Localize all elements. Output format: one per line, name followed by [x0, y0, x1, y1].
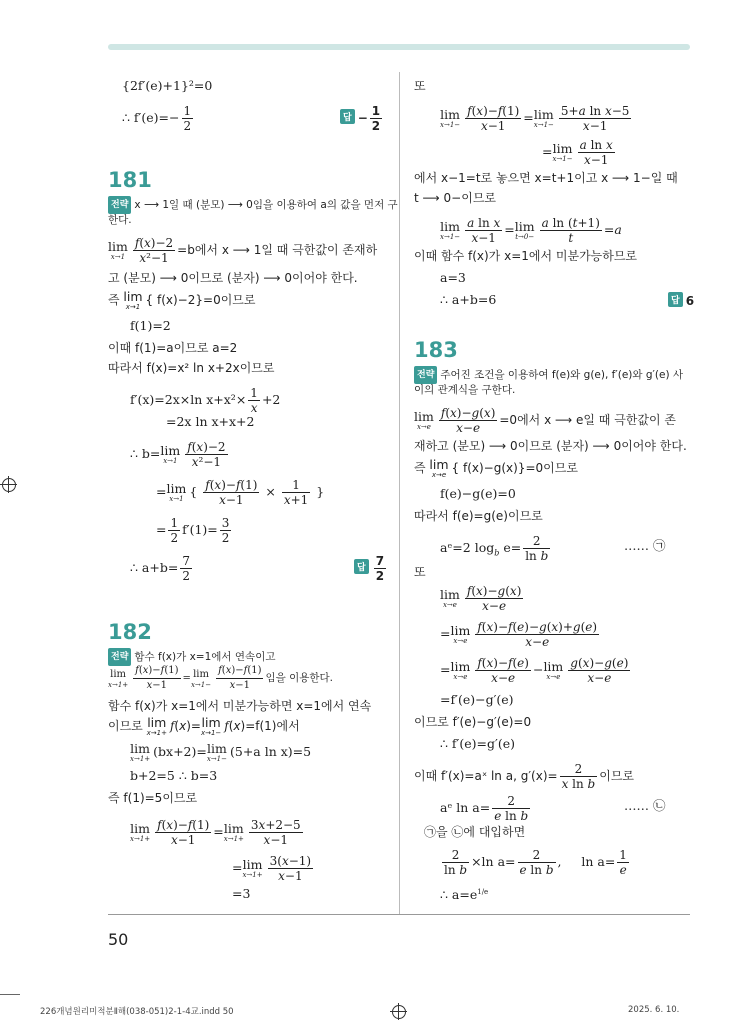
t: ∴ a=e	[440, 887, 478, 903]
t: +2	[261, 392, 281, 407]
frac: $\frac{\text{a ln x}}{x-1}$	[467, 216, 501, 245]
den: 2	[375, 569, 385, 583]
frac: $\frac{1}{x}$	[250, 386, 258, 415]
p181-line9	[130, 440, 230, 469]
lim: lim x→1+	[223, 821, 244, 843]
frac: $\frac{2}{\text{e ln b}}$	[519, 848, 554, 877]
lim: lim x→1−	[190, 669, 212, 689]
p183-line13	[414, 762, 634, 791]
strategy-tag: 전략	[414, 366, 437, 384]
frac	[182, 104, 194, 133]
p181-line2: 고 (분모) ⟶ 0이므로 (분자) ⟶ 0이어야 한다.	[108, 271, 358, 285]
p181-line3	[108, 290, 255, 311]
frac: $\frac{3}{2}$	[221, 516, 230, 545]
p181-line10: = lim x→1 { $\frac{f(x)-f(1)}{x-1}$ × $\frac{1}{x+1}$ }	[156, 478, 325, 507]
lim: lim x→1	[108, 239, 128, 261]
p181-line11	[156, 516, 233, 545]
p183-line14	[440, 794, 532, 823]
p181-strategy	[108, 196, 398, 214]
lim: lim x→e	[450, 659, 471, 681]
ans-val: 6	[685, 294, 695, 308]
frac: $\frac{1}{2}$	[170, 516, 179, 545]
frac: $\frac{\text{5+a ln x−5}}{x-1}$	[560, 104, 630, 133]
strategy-tag: 전략	[108, 196, 131, 214]
frac: $\frac{f(x)-f(1)}{x-1}$	[135, 665, 179, 691]
p180-line2	[122, 104, 195, 133]
p183-strategy2: 이의 관계식을 구한다.	[414, 384, 516, 396]
lim: lim x→e	[429, 457, 449, 479]
t: aᵉ ln a=	[440, 800, 491, 815]
bottom-rule	[108, 914, 690, 915]
p183-line1	[414, 406, 676, 435]
num: 1	[371, 104, 381, 118]
p181-line5: 이때 f(1)=a이므로 a=2	[108, 341, 238, 355]
t: 임을 이용한다.	[265, 672, 334, 684]
p182-line1: 함수 f(x)가 x=1에서 미분가능하면 x=1에서 연속	[108, 699, 372, 713]
frac: $\frac{\text{a ln x}}{x-1}$	[579, 138, 613, 167]
p180-line1: {2f′(e)+1}²=0	[122, 78, 213, 93]
registration-mark-icon	[2, 478, 16, 492]
p183-line12: ∴ f′(e)=g′(e)	[440, 736, 516, 751]
lim: lim x→1−	[440, 107, 461, 129]
p180-text: ∴ f′(e)=−	[122, 110, 180, 125]
t: e=	[503, 540, 522, 555]
t: =0에서 x ⟶ e일 때 극한값이 존	[499, 413, 676, 427]
lim: lim x→1	[123, 289, 143, 311]
frac: $\frac{g(x)-g(e)}{x-e}$	[570, 656, 629, 685]
frac	[180, 554, 192, 583]
p183-mark1: …… ㉠	[624, 538, 666, 553]
ans-sign: −	[357, 111, 368, 125]
answer-tag: 답	[340, 109, 355, 124]
t: 이므로	[108, 719, 143, 733]
lim: lim x→1−	[200, 715, 222, 737]
p182b-line6: 이때 함수 f(x)가 x=1에서 미분가능하므로	[414, 249, 638, 263]
frac: $\frac{f(x)-g(x)}{x-e}$	[466, 584, 522, 613]
frac: $\frac{f(x)-f(e)-g(x)+g(e)}{x-e}$	[477, 620, 598, 649]
p183-line11: 이므로 f′(e)−g′(e)=0	[414, 715, 532, 729]
t: (5+a ln x)=5	[230, 744, 312, 759]
page-number: 50	[108, 930, 129, 949]
ans-frac	[374, 554, 386, 583]
p181-line7	[130, 386, 280, 415]
frac: $\frac{3(x-1)}{x-1}$	[269, 854, 312, 883]
t: ∴ b=	[130, 446, 161, 461]
t: f′(x)=2x×ln x+x²×	[130, 392, 247, 407]
frac: $\frac{f(x)-f(1)}{x-1}$	[218, 665, 262, 691]
frac: $\frac{f(x)-f(1)}{x-1}$	[467, 104, 520, 133]
p181-line6: 따라서 f(x)=x² ln x+2x이므로	[108, 361, 275, 375]
text: =b에서 x ⟶ 1일 때 극한값이 존재하	[177, 243, 378, 257]
p182-line7: = lim x→1+ $\frac{3(x-1)}{x-1}$	[232, 854, 312, 883]
p181-answer	[354, 554, 388, 583]
strategy-text: x ⟶ 1일 때 (분모) ⟶ 0임을 이용하여 a의 값을 먼저 구	[134, 199, 398, 211]
t: { f(x)−2}=0이므로	[145, 293, 256, 307]
p180-answer	[340, 104, 384, 133]
p181-line4: f(1)=2	[130, 318, 171, 333]
p181-line1	[108, 236, 377, 265]
t: 즉	[108, 293, 120, 307]
problem-number-183: 183	[414, 338, 458, 362]
t: =	[156, 522, 167, 537]
p182-line3	[130, 742, 311, 763]
t: { f(x)−g(x)}=0이므로	[451, 461, 578, 475]
frac: $\frac{1}{e}$	[619, 848, 627, 877]
frac: $\frac{1}{x+1}$	[283, 478, 309, 507]
ans-frac	[370, 104, 382, 133]
t: (bx+2)=	[153, 744, 207, 759]
strategy-tag: 전략	[108, 648, 131, 666]
lim: lim x→1−	[440, 219, 461, 241]
p183-line15: ㉠을 ㉡에 대입하면	[424, 825, 526, 839]
lim: lim x→e	[450, 623, 471, 645]
lim: lim x→1+	[242, 857, 263, 879]
p181-line8: =2x ln x+x+2	[166, 414, 255, 429]
p182-line2: 이므로 lim x→1+ f(x)= lim x→1− f(x)=f(1)에서	[108, 715, 300, 737]
p182b-line2: lim x→1− $\frac{f(x)-f(1)}{x-1}$ = lim x→1− $\frac{\text{5+a ln x−5}}{x-1}$	[440, 104, 630, 133]
p183-line5: 따라서 f(e)=g(e)이므로	[414, 509, 543, 523]
problem-number-182: 182	[108, 620, 152, 644]
p183-line7: 또	[414, 565, 426, 579]
den: 2	[182, 569, 190, 583]
p181-strategy2: 한다.	[108, 214, 132, 226]
footer-file: 226개념원리미적분Ⅱ해(038-051)2-1-4교.indd 50	[40, 1007, 234, 1017]
p183-line17: ∴ $a=e^{1/e}$	[440, 887, 489, 903]
p182-line6: lim x→1+ $\frac{f(x)-f(1)}{x-1}$ = lim x→1+ $\frac{3x+2-5}{x-1}$	[130, 818, 301, 847]
t: aᵉ=2 log	[440, 540, 495, 555]
frac: $\frac{3x+2-5}{x-1}$	[250, 818, 301, 847]
p183-line16: $\frac{2}{\text{ln b}}$ ×ln a= $\frac{2}{\text{e ln b}}$ , ln a= $\frac{1}{e}$	[444, 848, 627, 877]
num: 1	[183, 104, 192, 118]
p182-line5: 즉 f(1)=5이므로	[108, 791, 198, 805]
p182-line8: =3	[232, 886, 251, 901]
p183-line8	[440, 584, 525, 613]
frac: $\frac{f(x)-f(1)}{x-1}$	[157, 818, 210, 847]
p181-line12	[130, 554, 194, 583]
frac: $\frac{f(x)-2}{\text{x²−1}}$	[134, 236, 174, 265]
top-decor-bar	[108, 44, 690, 50]
frac: $\frac{f(x)-f(1)}{x-1}$	[205, 478, 258, 507]
p183-line9: = lim x→e $\frac{f(x)-f(e)-g(x)+g(e)}{x-e}$	[440, 620, 598, 649]
strategy-text: 함수 f(x)가 x=1에서 연속이고	[134, 651, 276, 663]
footer-date: 2025. 6. 10.	[628, 1005, 680, 1015]
frac: $\frac{f(x)-f(e)}{x-e}$	[477, 656, 529, 685]
lim: lim x→e	[543, 659, 564, 681]
crop-mark	[0, 994, 20, 995]
answer-tag: 답	[354, 559, 369, 574]
lim: lim x→1	[160, 443, 181, 465]
lim: lim x→1−	[552, 141, 573, 163]
p182b-line7: a=3	[440, 270, 466, 285]
p182b-line1: 또	[414, 79, 426, 93]
p182b-line5: lim x→1− $\frac{\text{a ln x}}{x-1}$ = lim t→0− $\frac{\text{a ln (t+1)}}{t}$ =a	[440, 216, 622, 245]
num: 7	[182, 554, 190, 568]
strategy-text: 주어진 조건을 이용하여 f(e)와 g(e), f′(e)와 g′(e) 사	[440, 369, 684, 381]
p182b-line4: t ⟶ 0−이므로	[414, 191, 497, 205]
p182b-line3: 에서 x−1=t로 놓으면 x=t+1이고 x ⟶ 1−일 때	[414, 171, 678, 185]
lim: lim x→1+	[130, 741, 151, 763]
lim: lim x→1+	[146, 715, 167, 737]
column-divider	[399, 72, 400, 914]
lim: lim x→1+	[108, 669, 129, 689]
p182-strategy2: lim x→1+ $\frac{f(x)-f(1)}{x-1}$ = lim x→1− $\frac{f(x)-f(1)}{x-1}$ 임을 이용한다.	[108, 665, 334, 691]
t: ×ln a=	[471, 854, 516, 869]
lim: lim x→1+	[130, 821, 151, 843]
frac: $\frac{\text{a ln (t+1)}}{t}$	[541, 216, 600, 245]
lim: lim x→e	[414, 409, 434, 431]
frac: $\frac{2}{\text{ln b}}$	[525, 534, 549, 563]
answer-tag: 답	[668, 292, 683, 307]
t: 이므로	[599, 769, 635, 783]
t: 이때 f′(x)=aˣ ln a, g′(x)=	[414, 769, 558, 783]
den: 2	[371, 119, 381, 133]
registration-mark-icon	[392, 1005, 406, 1019]
p183-line10: =f′(e)−g′(e)	[440, 692, 514, 707]
p183-line2: 재하고 (분모) ⟶ 0이므로 (분자) ⟶ 0이어야 한다.	[414, 439, 687, 453]
t: ∴ a+b=	[130, 560, 179, 575]
problem-number-181: 181	[108, 168, 152, 192]
lim: lim x→1−	[206, 741, 227, 763]
t: ln a=	[581, 854, 616, 869]
lim: lim x→1−	[533, 107, 554, 129]
p183-line3: 즉 lim x→e { f(x)−g(x)}=0이므로	[414, 457, 578, 479]
p183-line9b: = lim x→e $\frac{f(x)-f(e)}{x-e}$ − lim x→e $\frac{g(x)-g(e)}{x-e}$	[440, 656, 629, 685]
frac: $\frac{f(x)-2}{\text{x²−1}}$	[187, 440, 226, 469]
p182b-line8: ∴ a+b=6	[440, 292, 497, 307]
lim: lim x→1	[166, 481, 187, 503]
frac: $\frac{2}{\text{ln b}}$	[444, 848, 468, 877]
den: 2	[183, 119, 192, 133]
p182-line4: b+2=5 ∴ b=3	[130, 768, 218, 783]
t: f′(1)=	[182, 522, 218, 537]
p182-answer	[668, 292, 694, 308]
p183-line4: f(e)−g(e)=0	[440, 486, 516, 501]
p183-mark2: …… ㉡	[624, 798, 666, 813]
num: 7	[375, 554, 385, 568]
frac: $\frac{2}{\text{x ln b}}$	[561, 762, 596, 791]
p182b-line2b: = lim x→1− $\frac{\text{a ln x}}{x-1}$	[542, 138, 613, 167]
p183-line6: aᵉ=2 $\log_b e=$ $\frac{2}{\text{ln b}}$	[440, 534, 549, 563]
lim: lim t→0−	[514, 219, 535, 241]
frac: $\frac{f(x)-g(x)}{x-e}$	[440, 406, 496, 435]
t: =f(1)에서	[245, 719, 300, 733]
frac: $\frac{2}{\text{e ln b}}$	[494, 794, 529, 823]
lim: lim x→e	[440, 587, 460, 609]
